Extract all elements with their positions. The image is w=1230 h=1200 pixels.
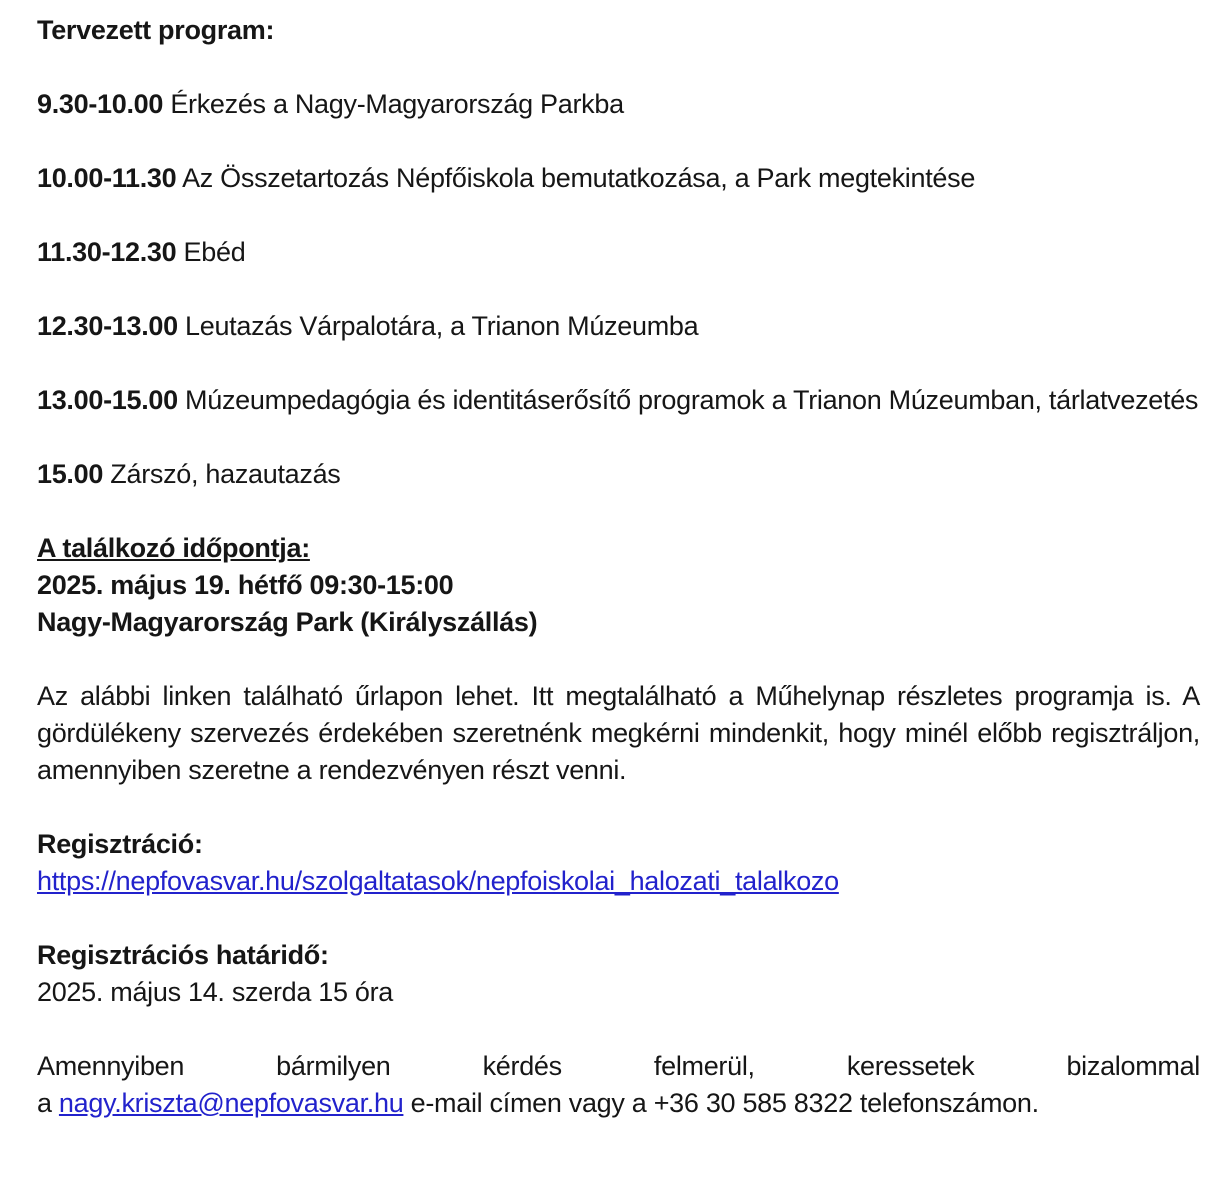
schedule-text: Érkezés a Nagy-Magyarország Parkba xyxy=(170,89,624,119)
meeting-heading: A találkozó időpontja: xyxy=(37,533,310,563)
contact-email-link[interactable]: nagy.kriszta@nepfovasvar.hu xyxy=(58,1088,404,1118)
document-title: Tervezett program: xyxy=(37,15,275,45)
schedule-item-6 xyxy=(37,456,1200,493)
contact-suffix: e-mail címen vagy a +36 30 585 8322 telefonszámon. xyxy=(403,1088,1039,1118)
schedule-item-4 xyxy=(37,308,1200,345)
schedule-text: Múzeumpedagógia és identitáserősítő programok a Trianon Múzeumban, tárlatvezetés xyxy=(185,385,1199,415)
schedule-text: Ebéd xyxy=(183,237,246,267)
schedule-time: 10.00-11.30 xyxy=(37,163,177,193)
contact-prefix: a xyxy=(37,1088,59,1118)
schedule-time: 9.30-10.00 xyxy=(37,89,164,119)
contact-line-1: Amennyiben bármilyen kérdés felmerül, keressetek bizalommal xyxy=(37,1051,1200,1081)
schedule-text: Leutazás Várpalotára, a Trianon Múzeumba xyxy=(185,311,699,341)
schedule-time: 11.30-12.30 xyxy=(37,237,177,267)
schedule-time: 12.30-13.00 xyxy=(37,311,178,341)
deadline-section xyxy=(37,937,1200,1011)
schedule-time: 13.00-15.00 xyxy=(37,385,178,415)
deadline-heading: Regisztrációs határidő: xyxy=(37,940,329,970)
schedule-text: Az Összetartozás Népfőiskola bemutatkozása, a Park megtekintése xyxy=(182,163,976,193)
contact-section xyxy=(37,1048,1200,1122)
schedule-item-2 xyxy=(37,160,1200,197)
meeting-location: Nagy-Magyarország Park (Királyszállás) xyxy=(37,607,538,637)
deadline-value: 2025. május 14. szerda 15 óra xyxy=(37,977,394,1007)
schedule-item-1 xyxy=(37,86,1200,123)
schedule-time: 15.00 xyxy=(37,459,104,489)
registration-link-line xyxy=(37,863,1200,900)
registration-section xyxy=(37,826,1200,900)
registration-link[interactable]: https://nepfovasvar.hu/szolgaltatasok/nepfoiskolai_halozati_talalkozo xyxy=(37,866,839,896)
meeting-datetime: 2025. május 19. hétfő 09:30-15:00 xyxy=(37,570,454,600)
registration-heading: Regisztráció: xyxy=(37,829,203,859)
schedule-text: Zárszó, hazautazás xyxy=(110,459,341,489)
schedule-item-3 xyxy=(37,234,1200,271)
contact-line-2 xyxy=(37,1085,1200,1122)
schedule-item-5 xyxy=(37,382,1200,419)
info-paragraph: Az alábbi linken található űrlapon lehet. Itt megtalálható a Műhelynap részletes programja is. A gördülékeny szervezés érdekében szeretnénk megkérni mindenkit, hogy minél előbb regisztráljon, amennyiben szeretne a rendezvényen részt venni. xyxy=(37,681,1200,785)
meeting-info xyxy=(37,530,1200,641)
